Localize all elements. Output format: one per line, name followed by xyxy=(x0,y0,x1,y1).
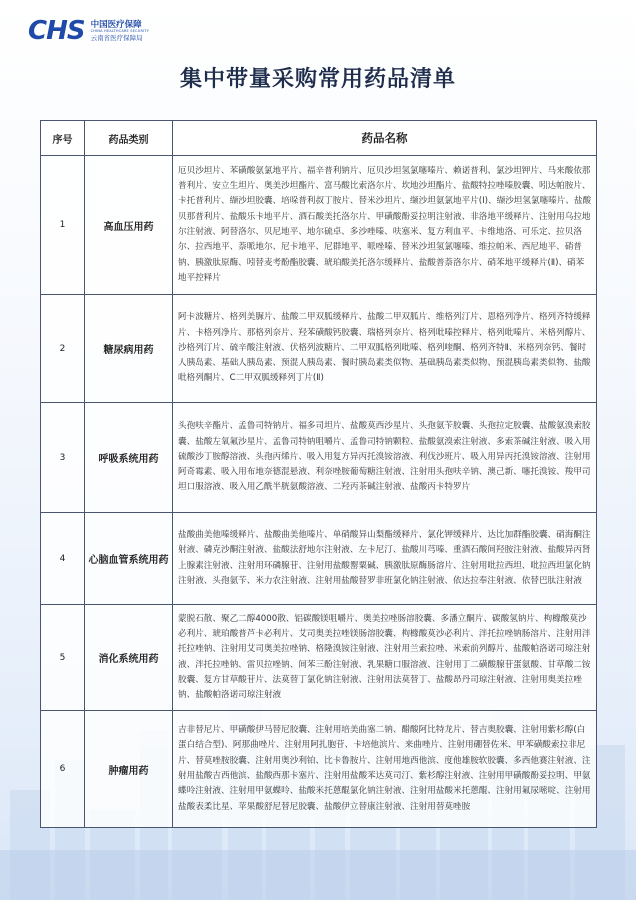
logo-org-name-en: CHINA HEALTHCARE SECURITY xyxy=(90,29,150,34)
table-row xyxy=(41,711,597,828)
page-title: 集中带量采购常用药品清单 xyxy=(179,67,456,92)
chs-logo xyxy=(28,18,149,44)
row-index: 5 xyxy=(41,605,85,711)
row-drug-list: 阿卡波糖片、格列美脲片、盐酸二甲双胍缓释片、盐酸二甲双胍片、维格列汀片、恩格列净片、格列齐特缓释片、卡格列净片、那格列奈片、羟苯磺酸钙胶囊、瑞格列奈片、格列吡嗪控释片、格列吡嗪片、米格列醇片、沙格列汀片、硫辛酸注射液、伏格列波糖片、二甲双胍格列吡嗪、格列喹酮、格列齐特Ⅱ、米格列奈钙、餐时人胰岛素、基础人胰岛素、预混人胰岛素、餐时胰岛素类似物、基础胰岛素类似物、预混胰岛素类似物、盐酸吡格列酮片、C二甲双胍缓释列丁片(Ⅱ) xyxy=(173,295,597,403)
table-row xyxy=(41,513,597,605)
row-category: 消化系统用药 xyxy=(85,605,173,711)
drug-list-table xyxy=(40,120,597,828)
row-category: 糖尿病用药 xyxy=(85,295,173,403)
row-drug-list: 厄贝沙坦片、苯磺酸氨氯地平片、福辛普利钠片、厄贝沙坦氢氯噻嗪片、赖诺普利、氯沙坦钾片、马来酸依那普利片、安立生坦片、奥美沙坦酯片、富马酸比索洛尔片、坎地沙坦酯片、盐酸特拉唑嗪胶囊、吲达帕胺片、卡托普利片、缬沙坦胶囊、培哚普利叔丁胺片、替米沙坦片、缬沙坦氨氯地平片(Ⅰ)、缬沙坦氢氯噻嗪片、盐酸贝那普利片、盐酸乐卡地平片、酒石酸美托洛尔片、甲磺酸酚妥拉明注射液、非洛地平缓释片、注射用乌拉地尔注射液、阿替洛尔、贝尼地平、地尔硫卓、多沙唑嗪、呋塞米、复方利血平、卡维地洛、可乐定、拉贝洛尔、拉西地平、萘哌地尔、尼卡地平、尼群地平、哌唑嗪、替米沙坦氢氯噻嗪、维拉帕米、西尼地平、硝普钠、胰激肽原酶、吲替麦考酚酯胶囊、琥珀酸美托洛尔缓释片、盐酸普萘洛尔片、硝苯地平缓释片(Ⅱ)、硝苯地平控释片 xyxy=(173,156,597,295)
row-category: 心脑血管系统用药 xyxy=(85,513,173,605)
row-index: 6 xyxy=(41,711,85,828)
row-index: 2 xyxy=(41,295,85,403)
row-drug-list: 吉非替尼片、甲磺酸伊马替尼胶囊、注射用培美曲塞二钠、醋酸阿比特龙片、替吉奥胶囊、注射用紫杉醇(白蛋白结合型)、阿那曲唑片、注射用阿扎胞苷、卡培他滨片、来曲唑片、注射用硼替佐米、甲苯磺酸索拉非尼片、替莫唑胺胶囊、注射用奥沙利铂、比卡鲁胺片、注射用地西他滨、度他雄胺软胶囊、多西他赛注射液、注射用盐酸吉西他滨、盐酸西那卡塞片、注射用盐酸苯达莫司汀、紫杉醇注射液、注射用甲磺酸酚妥拉明、甲氨蝶呤注射液、注射用甲氨蝶呤、盐酸米托蒽醌氯化钠注射液、注射用盐酸米托蒽醌、注射用氟尿嘧啶、注射用盐酸表柔比星、苹果酸舒尼替尼胶囊、盐酸伊立替康注射液、注射用替莫唑胺 xyxy=(173,711,597,828)
logo-bureau-name: 云南省医疗保障局 xyxy=(90,33,143,42)
table-row xyxy=(41,295,597,403)
row-index: 3 xyxy=(41,403,85,513)
table-row xyxy=(41,605,597,711)
row-category: 呼吸系统用药 xyxy=(85,403,173,513)
row-drug-list: 盐酸曲美他嗪缓释片、盐酸曲美他嗪片、单硝酸异山梨酯缓释片、氯化钾缓释片、达比加群酯胶囊、硝海酮注射液、磷克沙酮注射液、盐酸法舒地尔注射液、左卡尼汀、盐酸川芎嗪、重酒石酸间羟胺注射液、盐酸异丙肾上腺素注射液、注射用环磷腺苷、注射用盐酸罂粟碱、胰激肽原酶肠溶片、注射用吡拉西坦、吡拉西坦氯化钠注射液、头孢氨苄、米力农注射液、注射用盐酸替罗非班氯化钠注射液、依达拉奉注射液、依替巴肽注射液 xyxy=(173,513,597,605)
table-row xyxy=(41,156,597,295)
row-category: 高血压用药 xyxy=(85,156,173,295)
logo-mark: CHS xyxy=(28,16,85,46)
header-category: 药品类别 xyxy=(85,121,173,156)
row-index: 1 xyxy=(41,156,85,295)
row-index: 4 xyxy=(41,513,85,605)
table-row xyxy=(41,403,597,513)
logo-org-name: 中国医疗保障 xyxy=(90,19,142,30)
row-drug-list: 头孢呋辛酯片、孟鲁司特钠片、福多司坦片、盐酸莫西沙星片、头孢氨苄胶囊、头孢拉定胶囊、盐酸氨溴索胶囊、盐酸左氧氟沙星片、孟鲁司特钠咀嚼片、孟鲁司特钠颗粒、盐酸氨溴索注射液、多索茶碱注射液、吸入用硫酸沙丁胺醇溶液、头孢丙烯片、吸入用复方异丙托溴铵溶液、利伐沙班片、吸入用异丙托溴铵溶液、注射用阿奇霉素、吸入用布地奈德混悬液、利奈唑胺葡萄糖注射液、注射用头孢呋辛钠、澳己新、噻托溴铵、羧甲司坦口服溶液、吸入用乙酰半胱氨酸溶液、二羟丙茶碱注射液、盐酸丙卡特罗片 xyxy=(173,403,597,513)
row-category: 肿瘤用药 xyxy=(85,711,173,828)
header-drug-name: 药品名称 xyxy=(173,121,597,156)
logo-text xyxy=(91,21,149,42)
table-header-row xyxy=(41,121,597,156)
header-index: 序号 xyxy=(41,121,85,156)
row-drug-list: 蒙脱石散、聚乙二醇4000散、铝碳酸镁咀嚼片、奥美拉唑肠溶胶囊、多潘立酮片、碳酸氢钠片、枸橼酸莫沙必利片、琥珀酸普芦卡必利片、艾司奥美拉唑镁肠溶胶囊、枸橼酸莫沙必利片、泮托拉唑钠肠溶片、注射用泮托拉唑钠、注射用艾司奥美拉唑钠、格隆溴铵注射液、注射用兰索拉唑、米索前列醇片、盐酸帕洛诺司琼注射液、泮托拉唑钠、雷贝拉唑钠、间苯三酚注射液、乳果糖口服溶液、注射用丁二磺酸腺苷蛋氨酸、甘草酸二铵胶囊、复方甘草酸苷片、法莫替丁氯化钠注射液、注射用法莫替丁、盐酸昂丹司琼注射液、注射用奥美拉唑钠、盐酸帕洛诺司琼注射液 xyxy=(173,605,597,711)
